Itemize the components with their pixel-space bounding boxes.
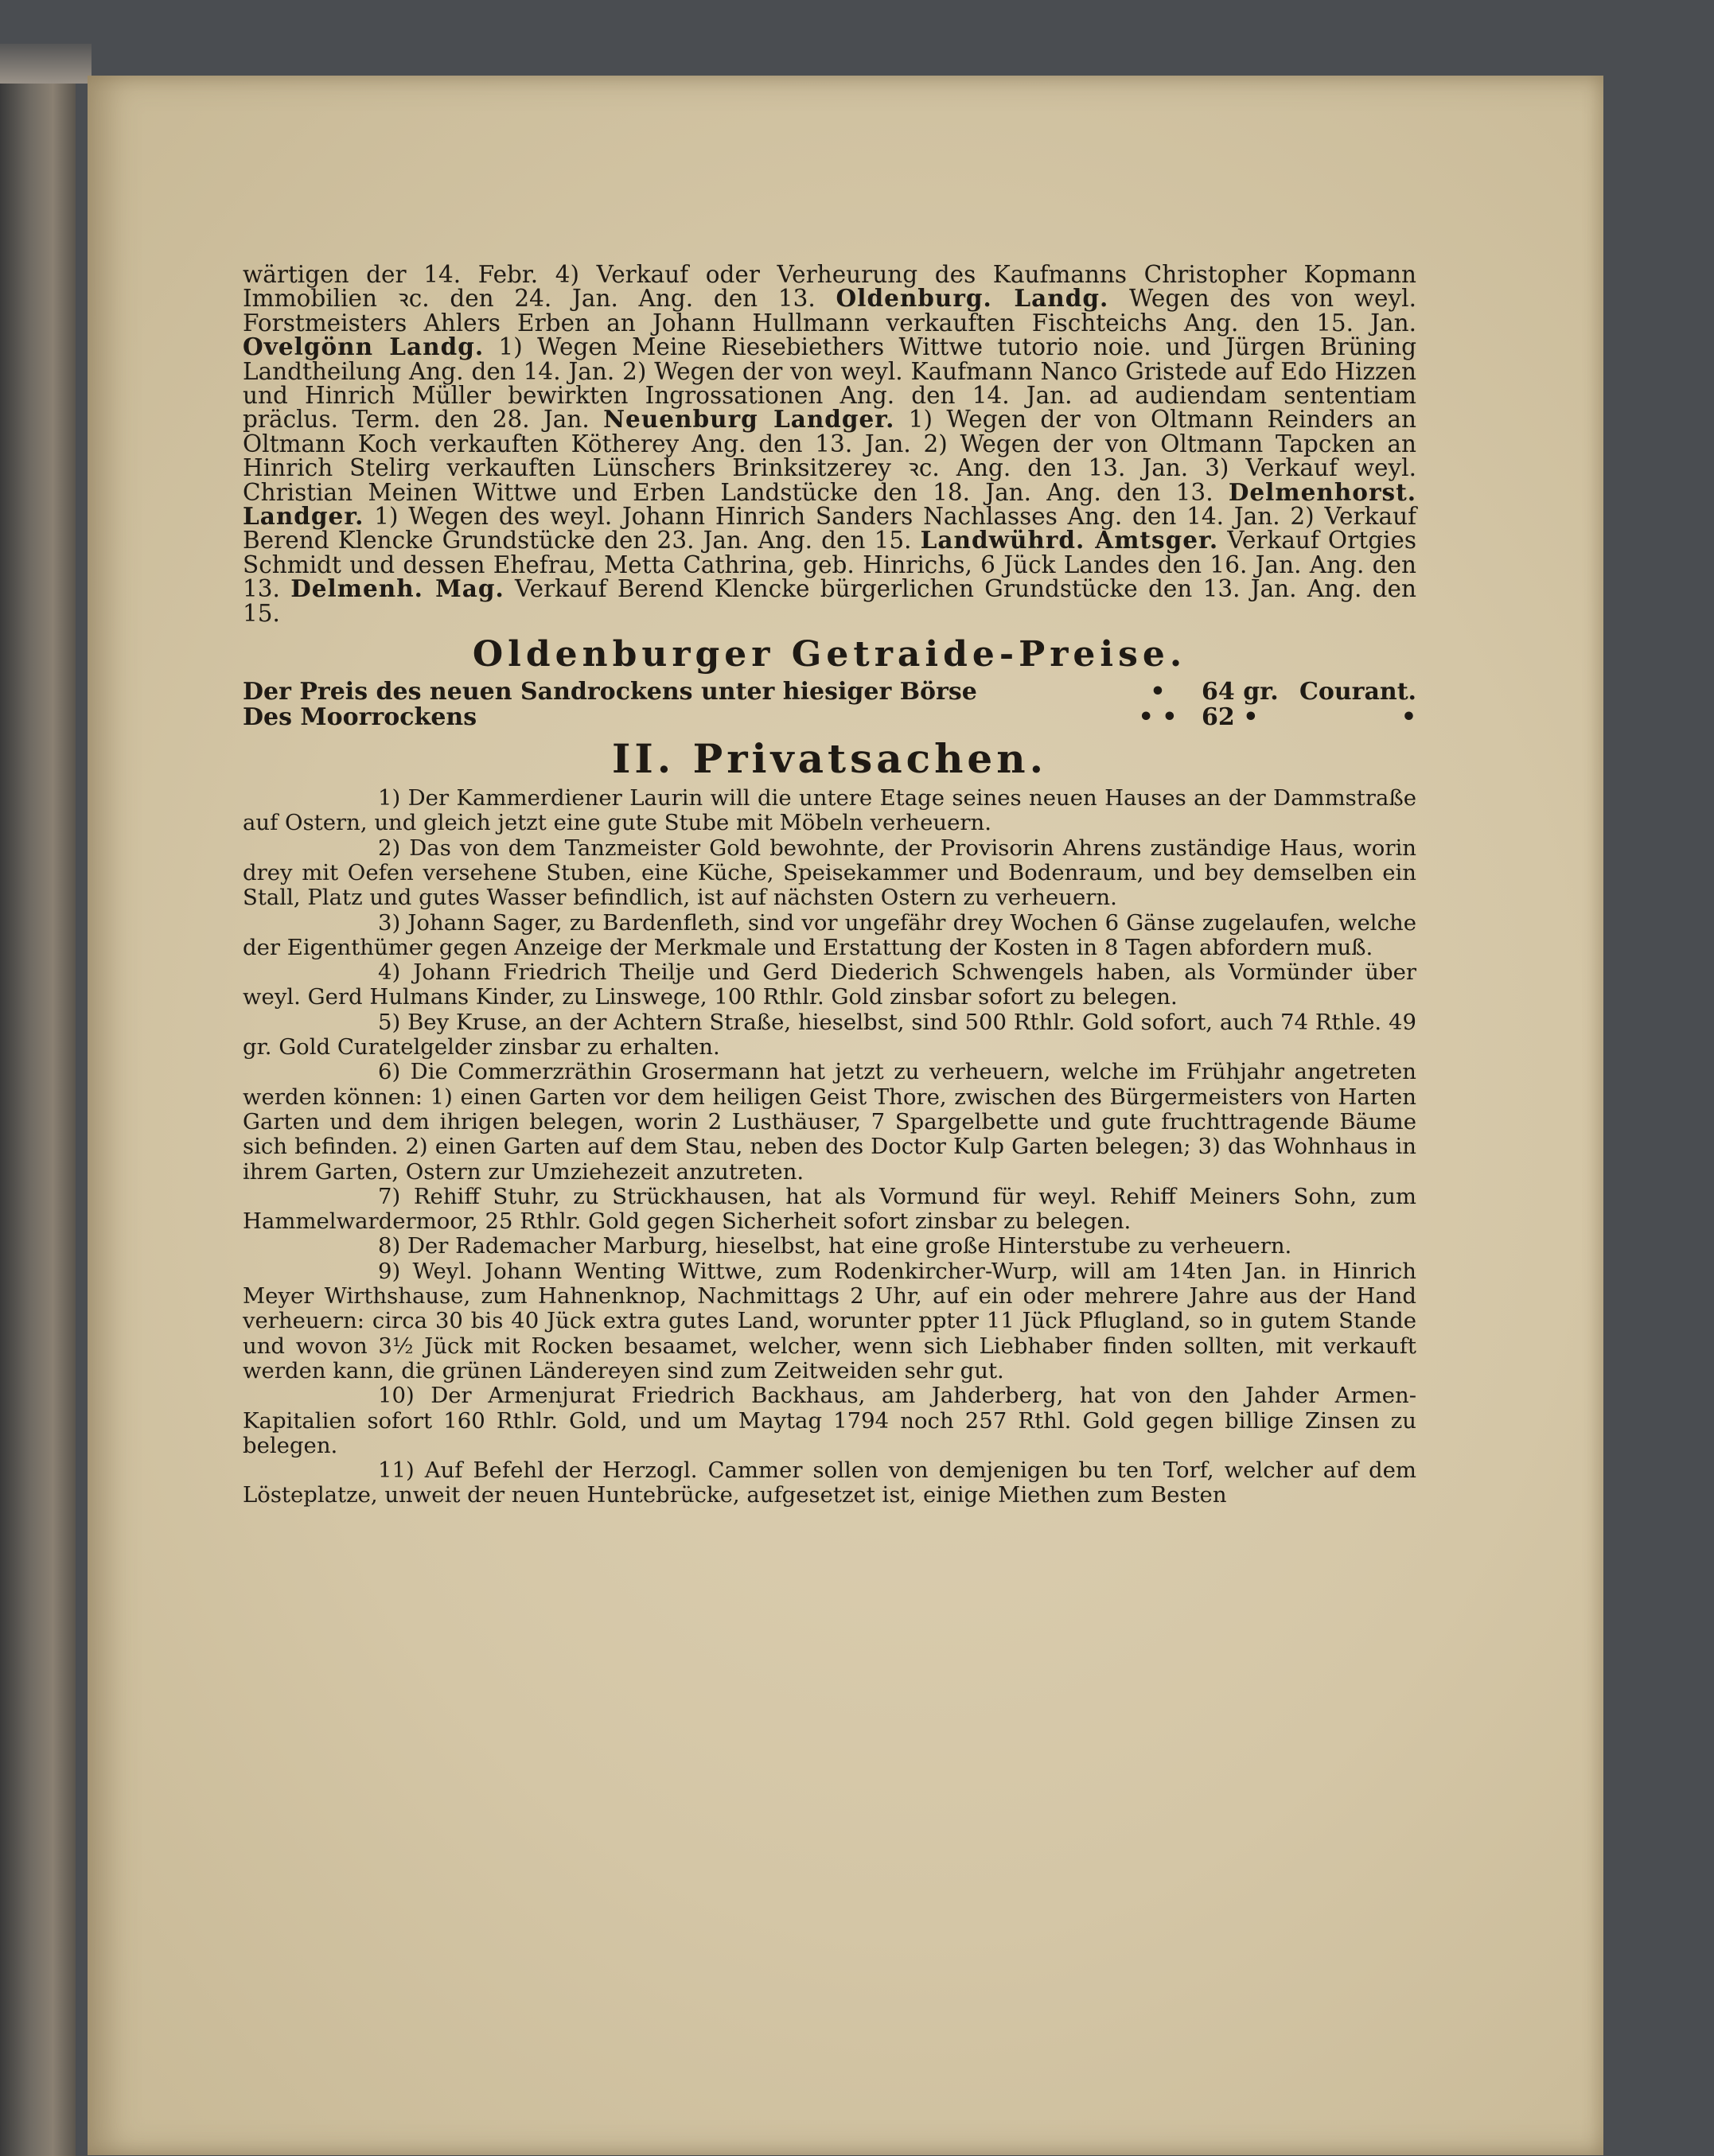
text-line: wärtigen der 14. Febr. 4) Verkauf oder Verheurung des Kaufmanns Christopher Kopmann Immobilien ꝛc. den 24. Jan. Ang. den 13.	[243, 261, 1416, 313]
place-heading: Delmenhorst. Landger.	[243, 477, 1416, 531]
place-heading: Delmenh. Mag.	[290, 574, 504, 603]
price-row	[243, 705, 1416, 730]
text-line: 1) Wegen Meine Riesebiethers Wittwe tutorio noie. und Jürgen Brüning Landtheilung Ang. den 14. Jan. 2) Wegen der von weyl. Kaufmann Nanco Gristede auf Edo Hizzen und Hinrich Müller bewirkten Ingrossationen Ang. den 14. Jan. ad audiendam sententiam präclus. Term. den 28. Jan.	[243, 333, 1416, 434]
notice-item: 5) Bey Kruse, an der Achtern Straße, hieselbst, sind 500 Rthlr. Gold sofort, auch 74 Rthle. 49 gr. Gold Curatelgelder zinsbar zu erhalten.	[243, 1009, 1416, 1060]
book-cover-corner	[0, 44, 92, 84]
text-line: 1) Wegen der von Oltmann Reinders an Oltmann Koch verkauften Kötherey Ang. den 13. Jan. 2) Wegen der von Oltmann Tapcken an Hinrich Stelirg verkauften Lünschers Brinksitzerey ꝛc. Ang. den 13. Jan. 3) Verkauf weyl. Christian Meinen Wittwe und Erben Landstücke den 18. Jan. Ang. den 13.	[243, 406, 1416, 506]
price-label: Des Moorrockens	[243, 703, 477, 732]
notice-item: 2) Das von dem Tanzmeister Gold bewohnte, der Provisorin Ahrens zuständige Haus, worin drey mit Oefen versehene Stuben, eine Küche, Speisekammer und Bodenraum, und bey demselben ein Stall, Platz und gutes Wasser befindlich, ist auf nächsten Ostern zu verheuern.	[243, 835, 1416, 911]
place-heading: Neuenburg Landger.	[603, 405, 895, 434]
book-cover-edge	[0, 48, 76, 2156]
place-heading: Ovelgönn Landg.	[243, 333, 485, 361]
text-line: Verkauf Berend Klencke bürgerlichen Grundstücke den 13. Jan. Ang. den 15.	[243, 575, 1416, 627]
notice-item: 9) Weyl. Johann Wenting Wittwe, zum Rodenkircher-Wurp, will am 14ten Jan. in Hinrich Meyer Wirthshause, zum Hahnenknop, Nachmittags 2 Uhr, auf ein oder mehrere Jahre aus der Hand verheuern: circa 30 bis 40 Jück extra gutes Land, worunter ppter 11 Jück Pflugland, so in gutem Stande und wovon 3½ Jück mit Rocken besaamet, welcher, wenn sich Liebhaber finden sollten, mit verkauft werden kann, die grünen Ländereyen sind zum Zeitweiden sehr gut.	[243, 1258, 1416, 1383]
place-heading: Oldenburg. Landg.	[836, 284, 1109, 313]
notice-item: 10) Der Armenjurat Friedrich Backhaus, am Jahderberg, hat von den Jahder Armen-Kapitalien sofort 160 Rthlr. Gold, und um Maytag 1794 noch 257 Rthl. Gold gegen billige Zinsen zu belegen.	[243, 1383, 1416, 1458]
price-dot: •	[1150, 678, 1166, 706]
place-heading: Landwührd. Amtsger.	[920, 526, 1219, 555]
price-label: Der Preis des neuen Sandrockens unter hiesiger Börse	[243, 678, 977, 706]
text-line: 1) Wegen des weyl. Johann Hinrich Sanders Nachlasses Ang. den 14. Jan. 2) Verkauf Berend Klencke Grundstücke den 23. Jan. Ang. den 15.	[243, 503, 1416, 555]
notice-item: 4) Johann Friedrich Theilje und Gerd Diederich Schwengels haben, als Vormünder über weyl. Gerd Hulmans Kinder, zu Linswege, 100 Rthlr. Gold zinsbar sofort zu belegen.	[243, 959, 1416, 1010]
notice-item: 11) Auf Befehl der Herzogl. Cammer sollen von demjenigen bu ten Torf, welcher auf dem Lösteplatze, unweit der neuen Huntebrücke, aufgesetzet ist, einige Miethen zum Besten	[243, 1457, 1416, 1508]
price-unit: •	[1400, 703, 1416, 732]
notice-item: 1) Der Kammerdiener Laurin will die untere Etage seines neuen Hauses an der Dammstraße auf Ostern, und gleich jetzt eine gute Stube mit Möbeln verheuern.	[243, 785, 1416, 836]
notice-item: 3) Johann Sager, zu Bardenfleth, sind vor ungefähr drey Wochen 6 Gänse zugelaufen, welche der Eigenthümer gegen Anzeige der Merkmale und Erstattung der Kosten in 8 Tagen abfordern muß.	[243, 909, 1416, 960]
price-value: 64 gr.	[1202, 678, 1279, 706]
price-dot: • •	[1138, 703, 1178, 732]
text-line: Verkauf Ortgies Schmidt und dessen Ehefrau, Metta Cathrina, geb. Hinrichs, 6 Jück Landes den 16. Jan. Ang. den 13.	[243, 527, 1416, 603]
price-unit: Courant.	[1299, 678, 1416, 706]
price-row	[243, 679, 1416, 705]
notice-item: 8) Der Rademacher Marburg, hieselbst, hat eine große Hinterstube zu verheuern.	[378, 1233, 1292, 1259]
text-line: Wegen des von weyl. Forstmeisters Ahlers Erben an Johann Hullmann verkauften Fischteichs Ang. den 15. Jan.	[243, 285, 1416, 337]
private-matters-heading: II. Privatsachen.	[612, 735, 1047, 783]
announcements-paragraph	[243, 263, 1416, 625]
notice-item: 7) Rehiff Stuhr, zu Strückhausen, hat als Vormund für weyl. Rehiff Meiners Sohn, zum Hammelwardermoor, 25 Rthlr. Gold gegen Sicherheit sofort zinsbar zu belegen.	[243, 1183, 1416, 1235]
notice-item: 6) Die Commerzräthin Grosermann hat jetzt zu verheuern, welche im Frühjahr angetreten werden können: 1) einen Garten vor dem heiligen Geist Thore, zwischen des Bürgermeisters von Harten Garten und dem ihrigen belegen, worin 2 Lusthäuser, 7 Spargelbette und gute fruchttragende Bäume sich befinden. 2) einen Garten auf dem Stau, neben des Doctor Kulp Garten belegen; 3) das Wohnhaus in ihrem Garten, Ostern zur Umziehezeit anzutreten.	[243, 1059, 1416, 1185]
price-value: 62 •	[1202, 703, 1259, 732]
page-text	[243, 263, 1416, 1508]
grain-prices-heading: Oldenburger Getraide-Preise.	[472, 634, 1187, 675]
